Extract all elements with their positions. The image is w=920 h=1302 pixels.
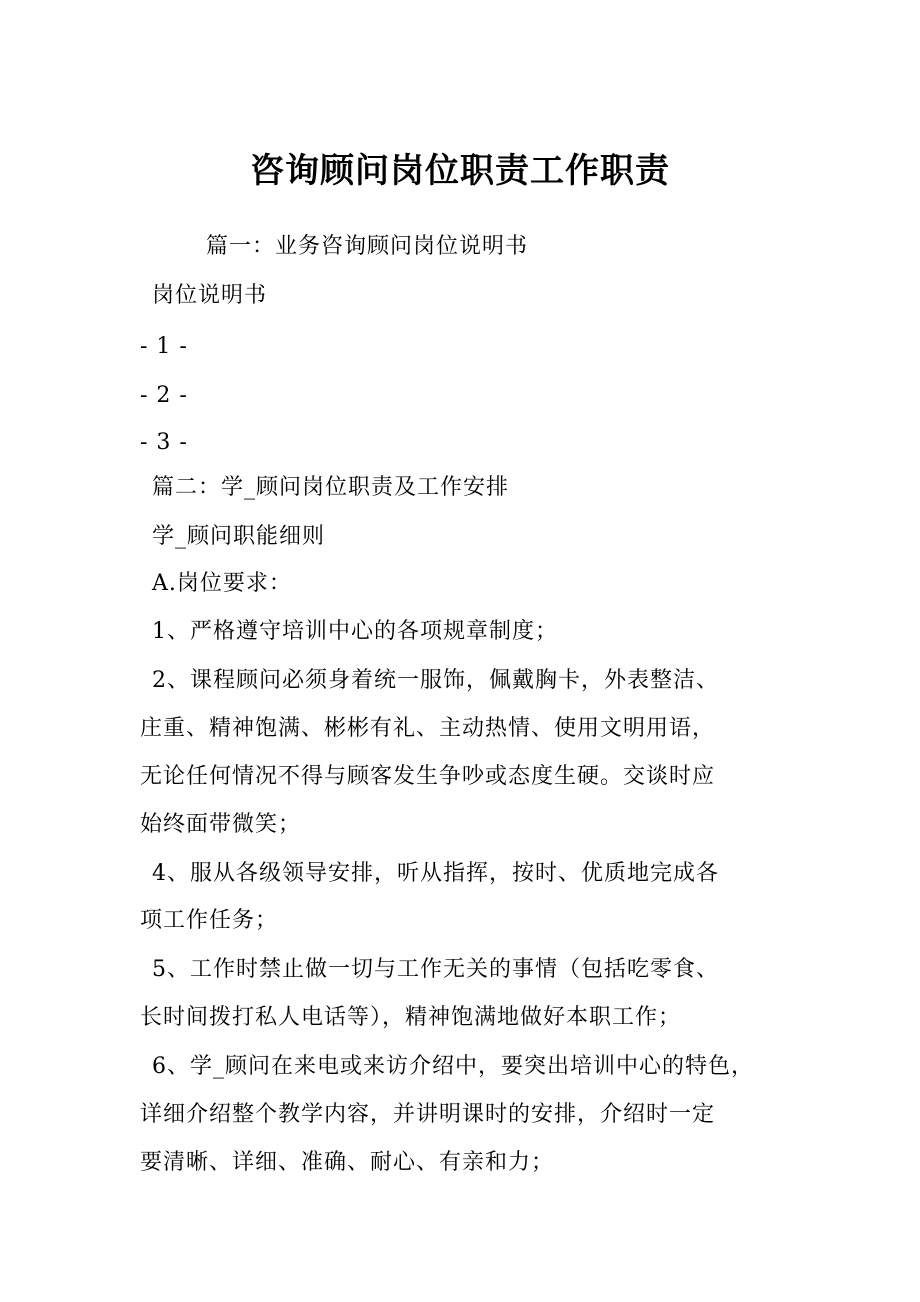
body-line: 5、工作时禁止做一切与工作无关的事情（包括吃零食、: [152, 957, 719, 982]
section1-subheading: 岗位说明书: [152, 283, 268, 308]
section2-heading: 篇二：学_顾问岗位职责及工作安排: [152, 475, 510, 500]
requirements-heading: A.岗位要求：: [152, 571, 292, 596]
body-line: 要清晰、详细、准确、耐心、有亲和力；: [140, 1150, 555, 1175]
body-line: 无论任何情况不得与顾客发生争吵或态度生硬。交谈时应: [140, 764, 716, 789]
page-marker-1: - 1 -: [140, 334, 188, 359]
body-line: 长时间拨打私人电话等），精神饱满地做好本职工作；: [140, 1005, 682, 1030]
page-marker-3: - 3 -: [140, 430, 188, 455]
section2-subheading: 学_顾问职能细则: [152, 524, 326, 549]
body-line: 2、课程顾问必须身着统一服饰，佩戴胸卡，外表整洁、: [152, 668, 719, 693]
page-marker-2: - 2 -: [140, 383, 188, 408]
body-line: 庄重、精神饱满、彬彬有礼、主动热情、使用文明用语，: [140, 716, 716, 741]
body-line: 4、服从各级领导安排，听从指挥，按时、优质地完成各: [152, 861, 719, 886]
body-line: 6、学_顾问在来电或来访介绍中，要突出培训中心的特色，: [152, 1054, 754, 1079]
body-line: 始终面带微笑；: [140, 812, 302, 837]
body-line: 项工作任务；: [140, 908, 279, 933]
body-line: 详细介绍整个教学内容，并讲明课时的安排，介绍时一定: [140, 1102, 716, 1127]
section1-heading: 篇一：业务咨询顾问岗位说明书: [206, 234, 529, 259]
page-title: 咨询顾问岗位职责工作职责: [250, 151, 670, 191]
body-line: 1、严格遵守培训中心的各项规章制度；: [152, 619, 558, 644]
